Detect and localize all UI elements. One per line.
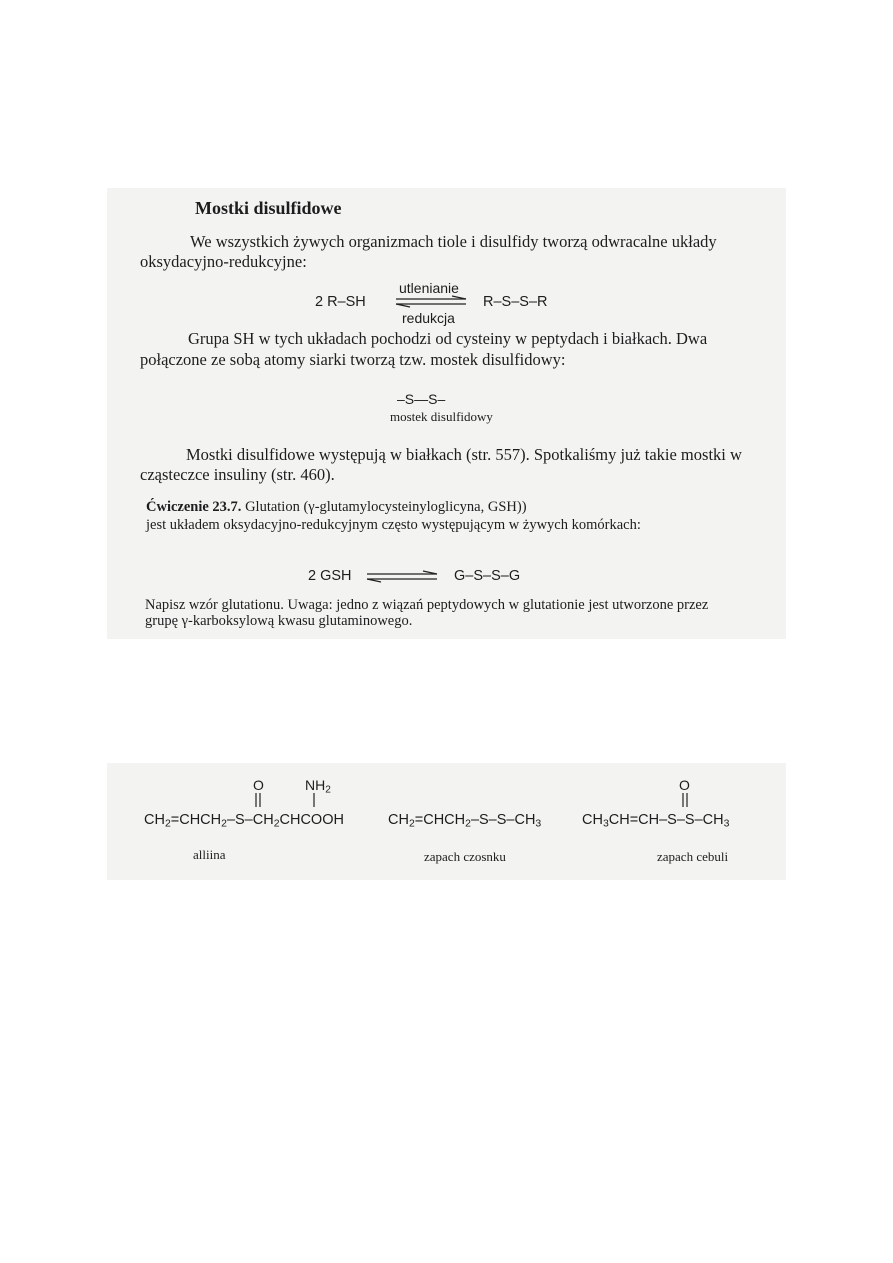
onion-oxygen-label: O [679,777,690,793]
onion-formula: $CH_3CH=CH-S-S-CH_3$ [582,812,730,830]
alliin-amino-label: $NH_2$ [305,777,331,796]
onion-double-bond-icon [682,793,688,809]
eq2-reactant: 2 GSH [308,568,352,584]
paragraph-3-line-2: cząsteczce insuliny (str. 460). [140,465,335,484]
garlic-caption: zapach czosnku [424,849,506,864]
textbook-scan-disulfide-bridges [107,188,786,639]
alliin-double-bond-icon [255,793,261,809]
garlic-formula: $CH_2=CHCH_2-S-S-CH_3$ [388,812,542,830]
exercise-line-2: jest układem oksydacyjno-redukcyjnym często występującym w żywych komórkach: [146,517,641,533]
alliin-oxygen-label: O [253,777,264,793]
eq1-label-oxidation: utlenianie [399,280,459,296]
alliin-single-bond-icon [312,793,316,809]
alliin-caption: alliina [193,847,226,862]
paragraph-3-line-1: Mostki disulfidowe występują w białkach (str. 557). Spotkaliśmy już takie mostki w [186,445,742,464]
paragraph-2-line-1: Grupa SH w tych układach pochodzi od cysteiny w peptydach i białkach. Dwa [188,329,708,348]
bridge-caption: mostek disulfidowy [390,409,493,424]
textbook-scan-sulfur-compounds [107,763,786,880]
exercise-line-1 [146,498,527,516]
eq1-label-reduction: redukcja [402,310,455,326]
alliin-formula: $CH_2=CHCH_2-S-CH_2CHCOOH$ [144,812,344,830]
bridge-formula: –S—S– [397,391,446,407]
task-line-2: grupę γ-karboksylową kwasu glutaminowego. [145,613,413,629]
onion-caption: zapach cebuli [657,849,729,864]
section-heading: Mostki disulfidowe [195,198,342,218]
paragraph-1-line-1: We wszystkich żywych organizmach tiole i disulfidy tworzą odwracalne układy [190,232,717,251]
eq2-equilibrium-arrows-icon [367,571,439,583]
eq2-product: G–S–S–G [454,568,521,584]
exercise-title: Glutation (γ-glutamylocysteinyloglicyna, GSH)) [241,499,527,515]
paragraph-2-line-2: połączone ze sobą atomy siarki tworzą tzw. mostek disulfidowy: [140,350,566,369]
eq1-reactant: 2 R–SH [315,294,366,310]
eq1-product: R–S–S–R [483,294,548,310]
task-line-1: Napisz wzór glutationu. Uwaga: jedno z wiązań peptydowych w glutationie jest utworzone przez [145,597,709,613]
eq1-equilibrium-arrows-icon [396,296,468,308]
exercise-label: Ćwiczenie 23.7. [146,499,242,515]
paragraph-1-line-2: oksydacyjno-redukcyjne: [140,252,307,271]
